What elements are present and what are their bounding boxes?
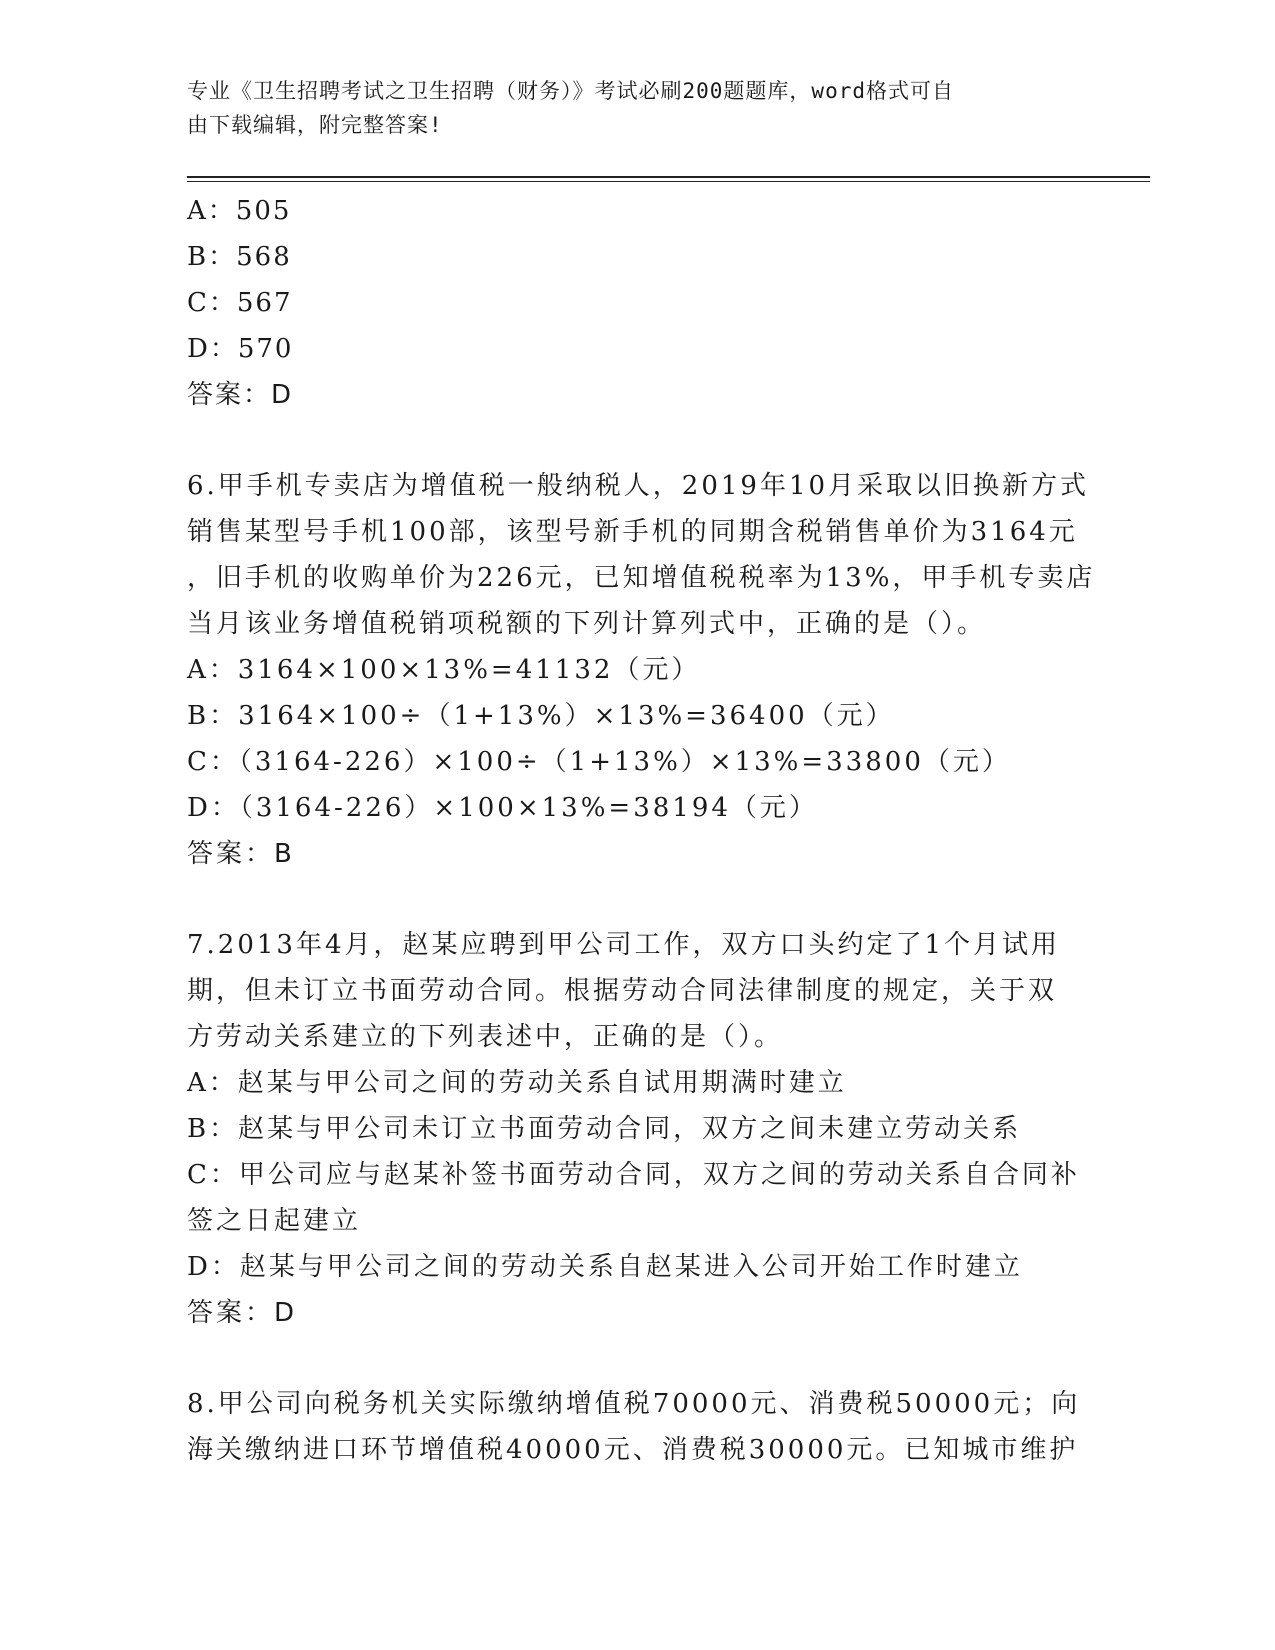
question-7 <box>187 922 1087 1336</box>
question-5-tail <box>187 188 1087 418</box>
header-divider-thin <box>187 181 1150 182</box>
header-line: 由下载编辑，附完整答案! <box>187 113 443 137</box>
question-stem-line: 期，但未订立书面劳动合同。根据劳动合同法律制度的规定，关于双 <box>187 976 1058 1006</box>
question-stem-line: ，旧手机的收购单价为226元，已知增值税税率为13%，甲手机专卖店 <box>187 563 1096 593</box>
document-body <box>187 188 1096 1473</box>
question-stem-line: 方劳动关系建立的下列表述中，正确的是（）。 <box>187 1022 784 1052</box>
option-c: C：567 <box>187 288 293 318</box>
option-c: C：甲公司应与赵某补签书面劳动合同，双方之间的劳动关系自合同补 <box>187 1160 1080 1190</box>
answer: 答案：B <box>187 839 295 869</box>
option-a: A：3164×100×13%=41132（元） <box>187 655 701 685</box>
question-stem-line: 8.甲公司向税务机关实际缴纳增值税70000元、消费税50000元；向 <box>187 1389 1081 1419</box>
option-d: D：（3164-226）×100×13%=38194（元） <box>187 793 818 823</box>
answer: 答案：D <box>187 1298 298 1328</box>
option-a: A：赵某与甲公司之间的劳动关系自试用期满时建立 <box>187 1068 847 1098</box>
option-d: D：570 <box>187 334 294 364</box>
question-stem-line: 6.甲手机专卖店为增值税一般纳税人，2019年10月采取以旧换新方式 <box>187 471 1090 501</box>
page-header <box>187 74 1067 142</box>
question-stem-line: 海关缴纳进口环节增值税40000元、消费税30000元。已知城市维护 <box>187 1435 1079 1465</box>
question-8 <box>187 1381 1087 1473</box>
option-a: A：505 <box>187 196 292 226</box>
option-c: C：（3164-226）×100÷（1+13%）×13%=33800（元） <box>187 747 1011 777</box>
header-divider <box>187 176 1150 178</box>
question-6 <box>187 463 1096 877</box>
header-line: 专业《卫生招聘考试之卫生招聘（财务）》考试必刷200题题库，word格式可自 <box>187 79 954 103</box>
option-d: D：赵某与甲公司之间的劳动关系自赵某进入公司开始工作时建立 <box>187 1252 1023 1282</box>
option-b: B：3164×100÷（1+13%）×13%=36400（元） <box>187 701 895 731</box>
option-b: B：568 <box>187 242 292 272</box>
question-stem-line: 当月该业务增值税销项税额的下列计算列式中，正确的是（）。 <box>187 609 987 639</box>
answer: 答案：D <box>187 380 294 410</box>
option-c-continued: 签之日起建立 <box>187 1206 362 1236</box>
option-b: B：赵某与甲公司未订立书面劳动合同，双方之间未建立劳动关系 <box>187 1114 1022 1144</box>
question-stem-line: 销售某型号手机100部，该型号新手机的同期含税销售单价为3164元 <box>187 517 1078 547</box>
question-stem-line: 7.2013年4月，赵某应聘到甲公司工作，双方口头约定了1个月试用 <box>187 930 1061 960</box>
